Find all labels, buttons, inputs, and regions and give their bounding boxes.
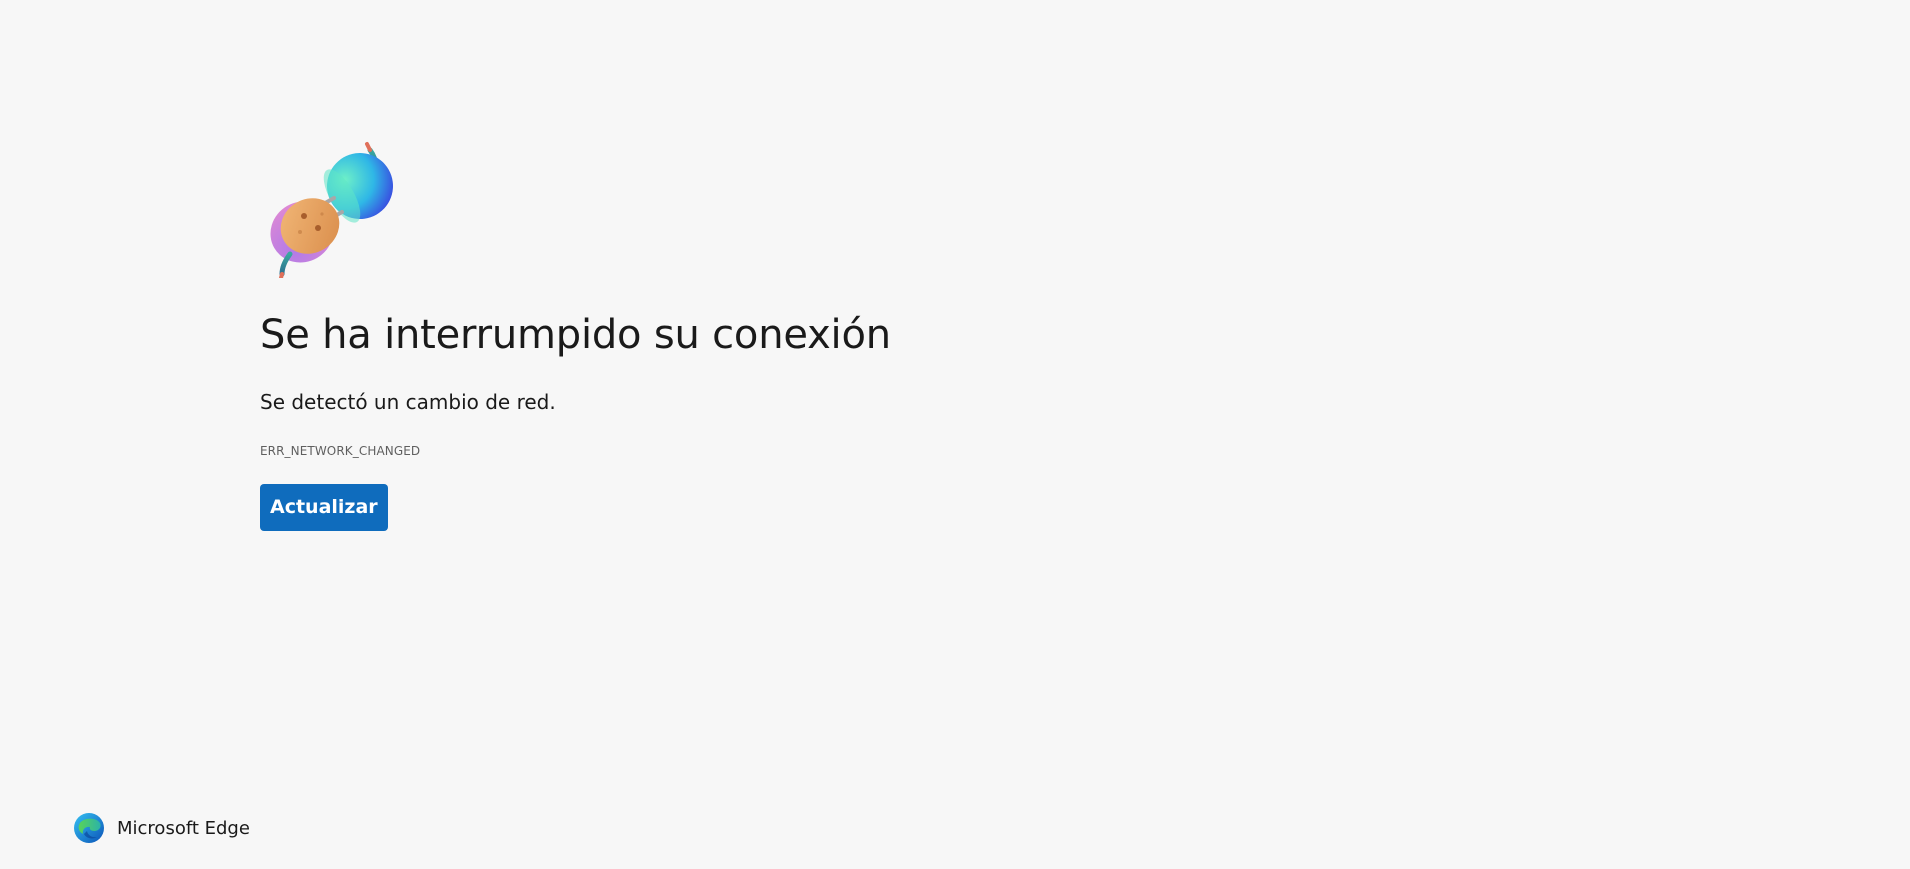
page-title: Se ha interrumpido su conexión (260, 312, 891, 358)
error-content (260, 128, 1160, 531)
footer-brand (73, 812, 250, 844)
brand-name: Microsoft Edge (117, 817, 250, 839)
refresh-button[interactable]: Actualizar (260, 484, 388, 531)
edge-logo-icon (73, 812, 105, 844)
unplugged-cable-icon (260, 128, 400, 278)
error-code: ERR_NETWORK_CHANGED (260, 444, 421, 458)
error-description: Se detectó un cambio de red. (260, 390, 556, 414)
